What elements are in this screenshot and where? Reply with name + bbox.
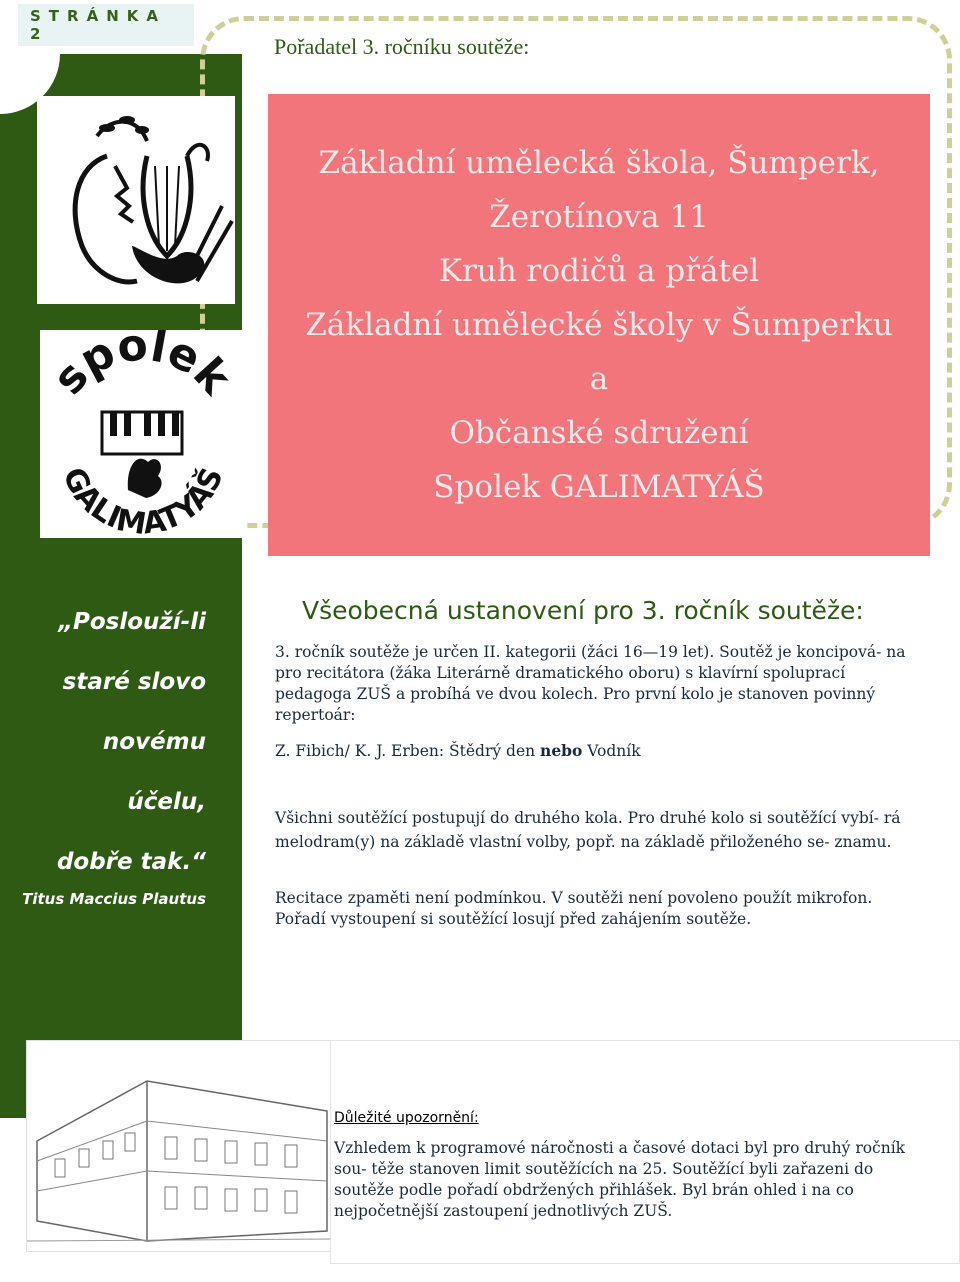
organizer-line: Spolek GALIMATYÁŠ [433,469,765,505]
quote-line: účelu, [127,789,206,815]
paragraph-conditions: Recitace zpaměti není podmínkou. V soutěži není povoleno použít mikrofon. Pořadí vystoupení si soutěžící losují před zahájením soutěže. [275,889,873,928]
quote-line: „Poslouží-li [58,609,206,635]
organizer-line: Občanské sdružení [449,415,749,451]
school-building-illustration [26,1040,334,1252]
organizer-line: a [589,361,609,397]
organizer-line: Kruh rodičů a přátel [438,253,760,289]
spolek-galimatyas-logo [40,330,245,538]
repertoire-text: Z. Fibich/ K. J. Erben: Štědrý den [275,742,541,760]
quote-line: novému [102,729,206,755]
organizer-line: Základní umělecké školy v Šumperku [305,307,893,343]
repertoire-text-end: Vodník [582,742,641,760]
page-number-label: STRÁNKA 2 [18,4,194,46]
notice-text: Vzhledem k programové náročnosti a časové dotaci byl pro druhý ročník sou- těže stanoven limit soutěžících na 25. Soutěžící byli zařazeni do soutěže podle pořadí obdržených přihlášek. Byl brán ohled i na co nejpočetnější zastoupení jednotlivých ZUŠ. [334,1139,906,1220]
paragraph-repertoire [275,740,925,762]
organizer-box [268,94,930,556]
notice-title: Důležité upozornění: [334,1110,479,1126]
organizer-line: Žerotínova 11 [489,199,709,235]
repertoire-conjunction: nebo [540,741,583,760]
quote [20,592,206,892]
quote-line: dobře tak.“ [56,849,206,875]
paragraph-rules: 3. ročník soutěže je určen II. kategorii (žáci 16—19 let). Soutěž je koncipová- na pro recitátora (žáka Literárně dramatického oboru) s klavírní spoluprací pedagoga ZUŠ a probíhá ve dvou kolech. Pro první kolo je stanoven povinný repertoár: [275,643,906,724]
logo-word-bottom: GALIMATYÁŠ [55,462,231,538]
paragraph-second-round: Všichni soutěžící postupují do druhého kola. Pro druhé kolo si soutěžící vybí- rá melodram(y) na základě vlastní volby, popř. na základě přiloženého se- znamu. [275,809,901,851]
school-logo [37,96,235,304]
organizer-label: Pořadatel 3. ročníku soutěže: [274,34,530,59]
quote-line: staré slovo [62,669,206,695]
quote-author: Titus Maccius Plautus [22,890,206,908]
section-heading: Všeobecná ustanovení pro 3. ročník soutěže: [302,596,864,625]
organizer-line: Základní umělecká škola, Šumperk, [318,145,880,181]
logo-word-top: spolek [43,330,241,405]
